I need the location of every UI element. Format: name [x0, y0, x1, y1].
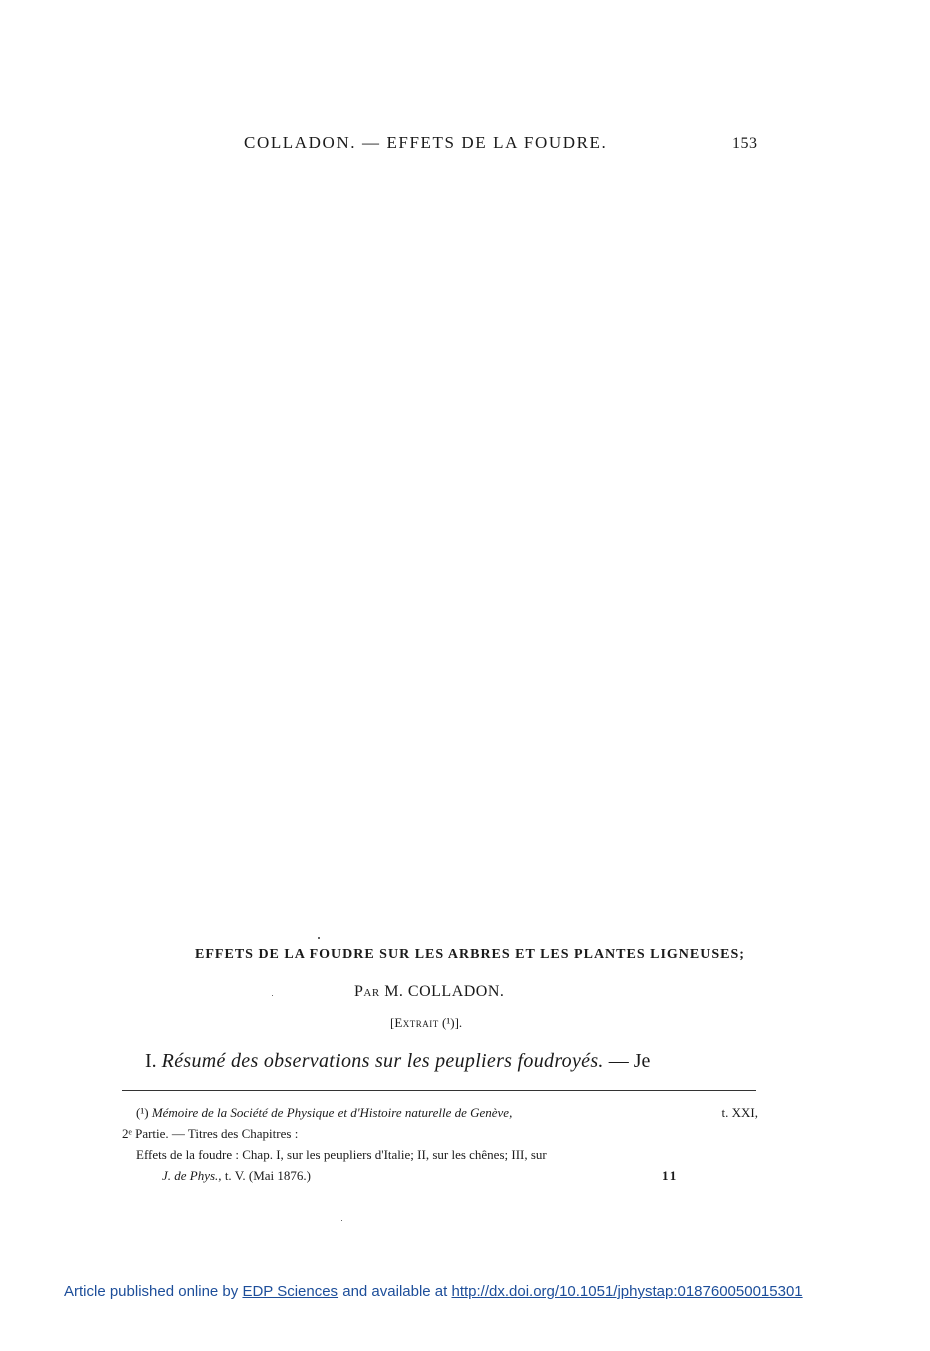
- publisher-link[interactable]: EDP Sciences: [242, 1283, 339, 1300]
- extract-footnote-mark: (¹): [442, 1015, 455, 1030]
- extract-bracket-close: ].: [454, 1015, 463, 1030]
- footnote-volume: t. XXI,: [721, 1105, 758, 1120]
- author-line: [354, 983, 504, 1001]
- footnote-line-4: [122, 1165, 758, 1186]
- journal-name: J. de Phys.,: [162, 1168, 222, 1183]
- footnote-mark: (¹): [136, 1105, 149, 1120]
- footnote-line-1: [122, 1102, 758, 1123]
- article-title: EFFETS DE LA FOUDRE SUR LES ARBRES ET LES PLANTES LIGNEUSES;: [195, 947, 745, 962]
- print-speck: [341, 1220, 342, 1221]
- publisher-line: [64, 1283, 803, 1300]
- journal-issue: t. V. (Mai 1876.): [224, 1168, 312, 1183]
- author-prefix: Par: [354, 983, 380, 1000]
- page-number: 153: [732, 135, 758, 152]
- author-name: M. COLLADON.: [384, 983, 505, 1000]
- print-speck: [272, 995, 273, 996]
- footnote-source: Mémoire de la Société de Physique et d'Histoire naturelle de Genève,: [151, 1105, 513, 1120]
- extract-bracket-open: [: [390, 1015, 395, 1030]
- footnote-rule: [122, 1090, 756, 1091]
- extract-note: [390, 1015, 462, 1031]
- section-number: I.: [145, 1050, 157, 1072]
- section-heading-line: [145, 1050, 650, 1073]
- footnote-line-2: 2ᵉ Partie. — Titres des Chapitres :: [122, 1126, 299, 1141]
- publisher-prefix: Article published online by: [64, 1283, 239, 1300]
- print-speck: [318, 937, 320, 939]
- doi-link[interactable]: http://dx.doi.org/10.1051/jphystap:018760050015301: [451, 1283, 803, 1300]
- running-head-title: COLLADON. — EFFETS DE LA FOUDRE.: [244, 133, 608, 152]
- section-continuation: — Je: [608, 1050, 651, 1072]
- publisher-middle: and available at: [342, 1283, 448, 1300]
- extract-label: Extrait: [394, 1015, 439, 1030]
- footnote-line-3: Effets de la foudre : Chap. I, sur les peupliers d'Italie; II, sur les chênes; III, sur: [136, 1147, 547, 1162]
- section-heading: Résumé des observations sur les peupliers foudroyés.: [161, 1050, 604, 1072]
- signature-mark: 11: [662, 1168, 679, 1183]
- footnotes: [122, 1102, 758, 1186]
